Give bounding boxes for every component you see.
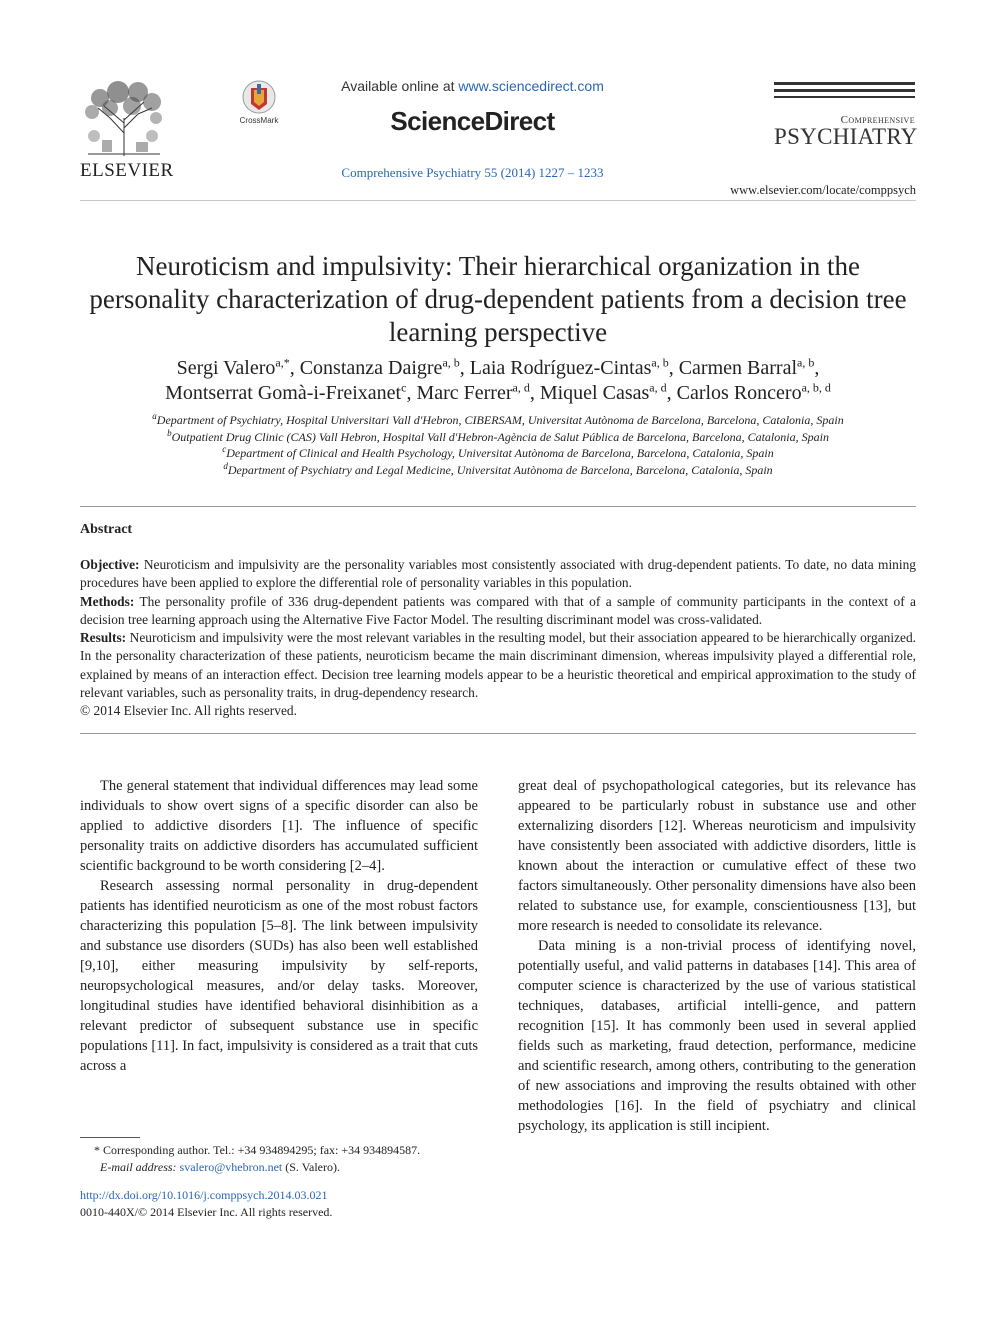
author-name: Laia Rodríguez-Cintas bbox=[469, 357, 652, 379]
footnote-rule bbox=[80, 1137, 140, 1138]
author-name: Carlos Roncero bbox=[676, 382, 802, 404]
abstract-methods-text: The personality profile of 336 drug-dependent patients was compared with that of a sample of community participants in the context of a decision tree learning approach using the Alternative Five Factor Model. The resulting discriminant model was cross-validated. bbox=[80, 593, 916, 627]
affiliation-sup: b bbox=[167, 427, 172, 438]
affiliation bbox=[80, 445, 916, 462]
body-paragraph: Data mining is a non-trivial process of identifying novel, potentially useful, and valid patterns in databases [14]. This area of computer science is characterized by the use of various statistical techniques, databases, artificial intelli-gence, and pattern recognition [15]. It has commonly been used in several applied fields such as marketing, fraud detection, performance, medicine and scientific research, among others, contributing to the generation of new associations and improving the results obtained with other methodologies [16]. In the field of psychiatry and clinical psychology, its application is still incipient. bbox=[518, 938, 916, 1134]
abstract-results bbox=[80, 629, 916, 702]
logo-bar bbox=[774, 82, 915, 85]
author-separator: , bbox=[406, 382, 417, 404]
author-name: Marc Ferrer bbox=[416, 382, 513, 404]
article-title: Neuroticism and impulsivity: Their hierarchical organization in the personality characterization of drug-dependent patients from a decision tree learning perspective bbox=[89, 251, 907, 347]
journal-header bbox=[0, 0, 990, 200]
elsevier-logo bbox=[80, 78, 174, 182]
elsevier-wordmark: ELSEVIER bbox=[80, 160, 174, 181]
abstract-results-label: Results: bbox=[80, 630, 127, 646]
author[interactable] bbox=[300, 357, 460, 379]
author[interactable] bbox=[470, 357, 669, 379]
body-column-right bbox=[518, 776, 916, 1136]
author-separator: , bbox=[666, 382, 677, 404]
email-line bbox=[80, 1159, 480, 1176]
affiliation-text: Department of Clinical and Health Psychology, Universitat Autònoma de Barcelona, Barcelona, Catalonia, Spain bbox=[226, 446, 774, 461]
affiliation-text: Department of Psychiatry, Hospital Universitari Vall d'Hebron, CIBERSAM, Universitat Autònoma de Barcelona, Barcelona, Catalonia, Spain bbox=[156, 413, 844, 427]
abstract-results-text: Neuroticism and impulsivity were the most relevant variables in the resulting model, but their association appeared to be hierarchically organized. In the personality characterization of these patients, neuroticism became the main discriminant dimension, whereas impulsivity played a differential role, explained by means of an interaction effect. Decision tree learning models appear to be a heuristic theoretical and empirical approximation to the study of relevant variables, such as personality traits, in drug-dependency research. bbox=[80, 630, 916, 701]
journal-url[interactable]: www.elsevier.com/locate/comppsych bbox=[730, 183, 916, 197]
abstract-copyright: © 2014 Elsevier Inc. All rights reserved. bbox=[80, 703, 297, 719]
author-separator: , bbox=[289, 357, 300, 379]
journal-logo bbox=[774, 82, 918, 170]
abstract-objective bbox=[80, 556, 916, 593]
corresponding-author: * Corresponding author. Tel.: +34 934894295; fax: +34 934894587. bbox=[94, 1143, 421, 1157]
abstract-objective-label: Objective: bbox=[80, 557, 140, 572]
author-affil-sup: a, d bbox=[512, 380, 530, 395]
email-suffix: (S. Valero). bbox=[282, 1160, 341, 1174]
author-name: Montserrat Gomà-i-Freixanet bbox=[165, 382, 402, 404]
doi-block bbox=[80, 1187, 480, 1221]
affiliation bbox=[80, 412, 916, 429]
crossmark-label: CrossMark bbox=[239, 116, 279, 125]
author[interactable] bbox=[677, 382, 831, 404]
body-paragraph: Research assessing normal personality in drug-dependent patients has identified neuroticism as one of the most robust factors characterizing this population [5–8]. The link between impulsivity and substance use disorders (SUDs) has also been well established [9,10], either measuring impulsivity by self-reports, neuropsychological measures, and/or delay tasks. Moreover, longitudinal studies have identified behavioral disinhibition as a relevant predictor of subsequent substance use in specific populations [11]. In fact, impulsivity is considered as a trait that cuts across a bbox=[80, 878, 478, 1074]
author-affil-sup: c bbox=[401, 380, 407, 395]
crossmark-icon bbox=[236, 80, 282, 116]
author-affil-sup: a, b bbox=[797, 355, 815, 370]
author-list bbox=[80, 356, 916, 406]
author[interactable] bbox=[177, 357, 290, 379]
journal-reference[interactable]: Comprehensive Psychiatry 55 (2014) 1227 – 1233 bbox=[341, 165, 604, 180]
affiliation-list bbox=[80, 412, 916, 478]
crossmark-logo[interactable] bbox=[236, 80, 282, 126]
body-paragraph: great deal of psychopathological categories, but its relevance has appeared to be particularly robust in substance use and other externalizing disorders [12]. Whereas neuroticism and impulsivity have consistently been associated with addictive disorders, little is known about the interaction or cumulative effect of these two factors simultaneously. Other personality dimensions have also been related to substance use, for example, conscientiousness [13], but more research is needed to consolidate its relevance. bbox=[518, 778, 916, 934]
author-name: Constanza Daigre bbox=[299, 357, 443, 379]
author-separator: , bbox=[814, 357, 820, 379]
logo-bar bbox=[774, 96, 915, 98]
author-name: Carmen Barral bbox=[678, 357, 797, 379]
affiliation-sup: d bbox=[223, 460, 228, 471]
affiliation-text: Outpatient Drug Clinic (CAS) Vall Hebron, Hospital Vall d'Hebron-Agència de Salut Pública de Barcelona, Barcelona, Catalonia, Spain bbox=[171, 429, 829, 444]
author-separator: , bbox=[529, 382, 540, 404]
author-affil-sup: a, b bbox=[651, 355, 669, 370]
header-divider bbox=[80, 200, 916, 201]
logo-bar bbox=[774, 89, 915, 92]
author-affil-sup: a,* bbox=[275, 355, 290, 370]
abstract-heading: Abstract bbox=[80, 522, 133, 537]
affiliation bbox=[80, 462, 916, 479]
affiliation bbox=[80, 429, 916, 446]
issn-line: 0010-440X/© 2014 Elsevier Inc. All rights reserved. bbox=[80, 1205, 333, 1219]
author[interactable] bbox=[679, 357, 815, 379]
abstract-top-rule bbox=[80, 506, 916, 507]
footnote bbox=[80, 1142, 480, 1176]
journal-logo-top: Comprehensive bbox=[840, 114, 915, 126]
body-paragraph: The general statement that individual differences may lead some individuals to show overt signs of a specific disorder can also be applied to addictive disorders [1]. The influence of specific personality traits on addictive disorders has accumulated sufficient scientific background to be worth considering [2–4]. bbox=[80, 778, 478, 874]
author-separator: , bbox=[459, 357, 470, 379]
elsevier-tree-icon bbox=[80, 78, 168, 158]
abstract-bottom-rule bbox=[80, 733, 916, 734]
email-label: E-mail address: bbox=[100, 1160, 177, 1174]
author-affil-sup: a, b, d bbox=[801, 380, 831, 395]
doi-link[interactable]: http://dx.doi.org/10.1016/j.comppsych.2014.03.021 bbox=[80, 1188, 328, 1202]
author-name: Sergi Valero bbox=[176, 357, 276, 379]
author[interactable] bbox=[165, 382, 406, 404]
author-name: Miquel Casas bbox=[539, 382, 650, 404]
email-link[interactable]: svalero@vhebron.net bbox=[179, 1160, 283, 1174]
sciencedirect-logo: ScienceDirect bbox=[390, 106, 555, 136]
affiliation-sup: a bbox=[152, 411, 157, 421]
abstract-methods-label: Methods: bbox=[80, 593, 135, 609]
sciencedirect-link[interactable]: www.sciencedirect.com bbox=[458, 78, 604, 94]
body-column-left bbox=[80, 776, 478, 1076]
available-prefix: Available online at bbox=[341, 78, 459, 94]
journal-logo-main: PSYCHIATRY bbox=[774, 124, 918, 149]
affiliation-sup: c bbox=[222, 444, 227, 455]
abstract-methods bbox=[80, 593, 916, 630]
author-separator: , bbox=[668, 357, 679, 379]
author-affil-sup: a, d bbox=[649, 380, 667, 395]
abstract-objective-text: Neuroticism and impulsivity are the personality variables most consistently associated with drug-dependent patients. To date, no data mining procedures have been applied to explore the differential role of personality variables in this population. bbox=[80, 557, 916, 591]
affiliation-text: Department of Psychiatry and Legal Medicine, Universitat Autònoma de Barcelona, Barcelona, Catalonia, Spain bbox=[227, 462, 773, 477]
abstract-body bbox=[80, 556, 916, 721]
author-affil-sup: a, b bbox=[442, 355, 460, 370]
author[interactable] bbox=[540, 382, 667, 404]
author[interactable] bbox=[416, 382, 529, 404]
available-online bbox=[290, 78, 655, 94]
